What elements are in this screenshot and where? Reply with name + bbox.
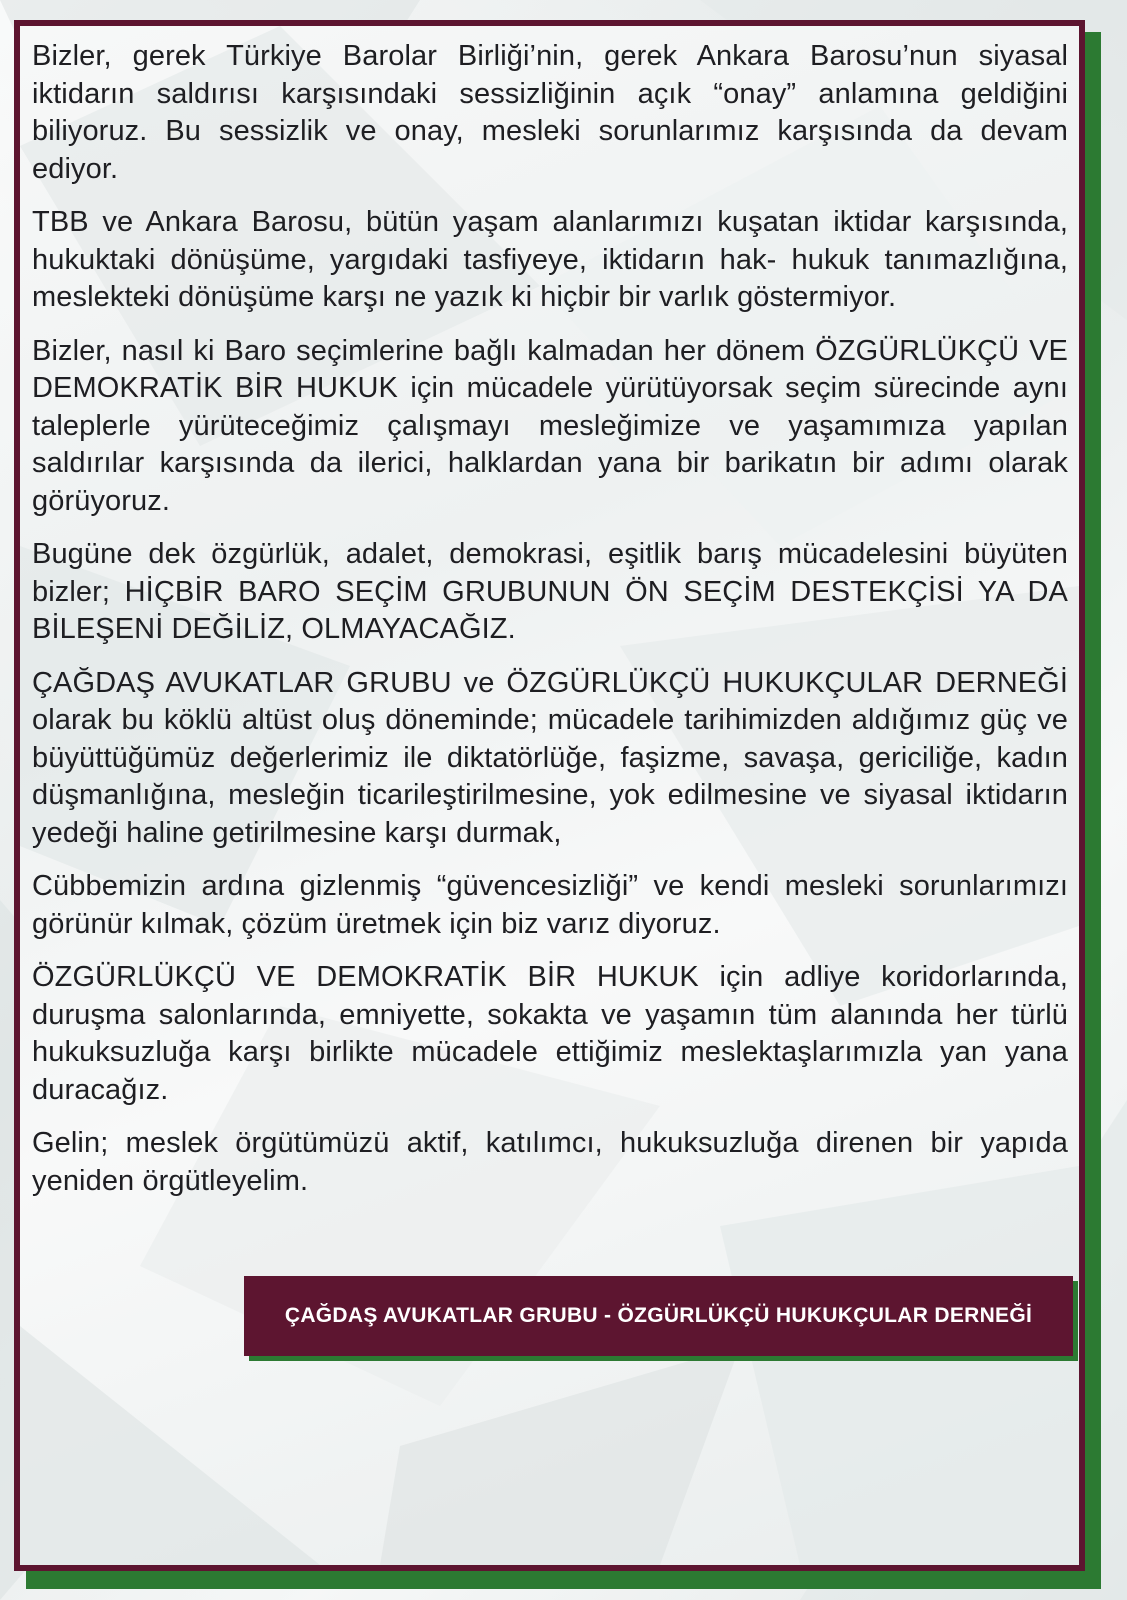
signature-text: ÇAĞDAŞ AVUKATLAR GRUBU - ÖZGÜRLÜKÇÜ HUKUKÇULAR DERNEĞİ	[284, 1304, 1033, 1327]
paragraph-7: ÖZGÜRLÜKÇÜ VE DEMOKRATİK BİR HUKUK için adliye koridorlarında, duruşma salonlarında, emniyette, sokakta ve yaşamın tüm alanında her türlü hukuksuzluğa karşı birlikte mücadele ettiğimiz meslektaşlarımızla yan yana duracağız.	[32, 961, 1068, 1106]
paragraph-2: TBB ve Ankara Barosu, bütün yaşam alanlarımızı kuşatan iktidar karşısında, hukuktaki dönüşüme, yargıdaki tasfiyeye, iktidarın hak- hukuk tanımazlığına, meslekteki dönüşüme karşı ne yazık ki hiçbir bir varlık göstermiyor.	[32, 206, 1068, 313]
paragraph-1: Bizler, gerek Türkiye Barolar Birliği’nin, gerek Ankara Barosu’nun siyasal iktidarın saldırısı karşısındaki sessizliğinin açık “onay” anlamına geldiğini biliyoruz. Bu sessizlik ve onay, mesleki sorunlarımız karşısında da devam ediyor.	[32, 40, 1068, 185]
paragraph-4: Bugüne dek özgürlük, adalet, demokrasi, eşitlik barış mücadelesini büyüten bizler; HİÇBİR BARO SEÇİM GRUBUNUN ÖN SEÇİM DESTEKÇİSİ YA DA BİLEŞENİ DEĞİLİZ, OLMAYACAĞIZ.	[32, 538, 1068, 645]
signature-banner	[244, 1276, 1073, 1356]
paragraph-5: ÇAĞDAŞ AVUKATLAR GRUBU ve ÖZGÜRLÜKÇÜ HUKUKÇULAR DERNEĞİ olarak bu köklü altüst oluş döneminde; mücadele tarihimizden aldığımız güç ve büyüttüğümüz değerlerimiz ile diktatörlüğe, faşizme, savaşa, gericiliğe, kadın düşmanlığına, mesleğin ticarileştirilmesine, yok edilmesine ve siyasal iktidarın yedeği haline getirilmesine karşı durmak,	[32, 666, 1068, 849]
paragraph-6: Cübbemizin ardına gizlenmiş “güvencesizliği” ve kendi mesleki sorunlarımızı görünür kılmak, çözüm üretmek için biz varız diyoruz.	[32, 870, 1068, 940]
paragraph-3: Bizler, nasıl ki Baro seçimlerine bağlı kalmadan her dönem ÖZGÜRLÜKÇÜ VE DEMOKRATİK BİR HUKUK için mücadele yürütüyorsak seçim sürecinde aynı taleplerle yürüteceğimiz çalışmayı mesleğimize ve yaşamımıza yapılan saldırılar karşısında da ilerici, halklardan yana bir barikatın bir adımı olarak görüyoruz.	[32, 334, 1068, 517]
statement-text	[32, 38, 1068, 1216]
paragraph-8: Gelin; meslek örgütümüzü aktif, katılımcı, hukuksuzluğa direnen bir yapıda yeniden örgütleyelim.	[32, 1127, 1068, 1197]
